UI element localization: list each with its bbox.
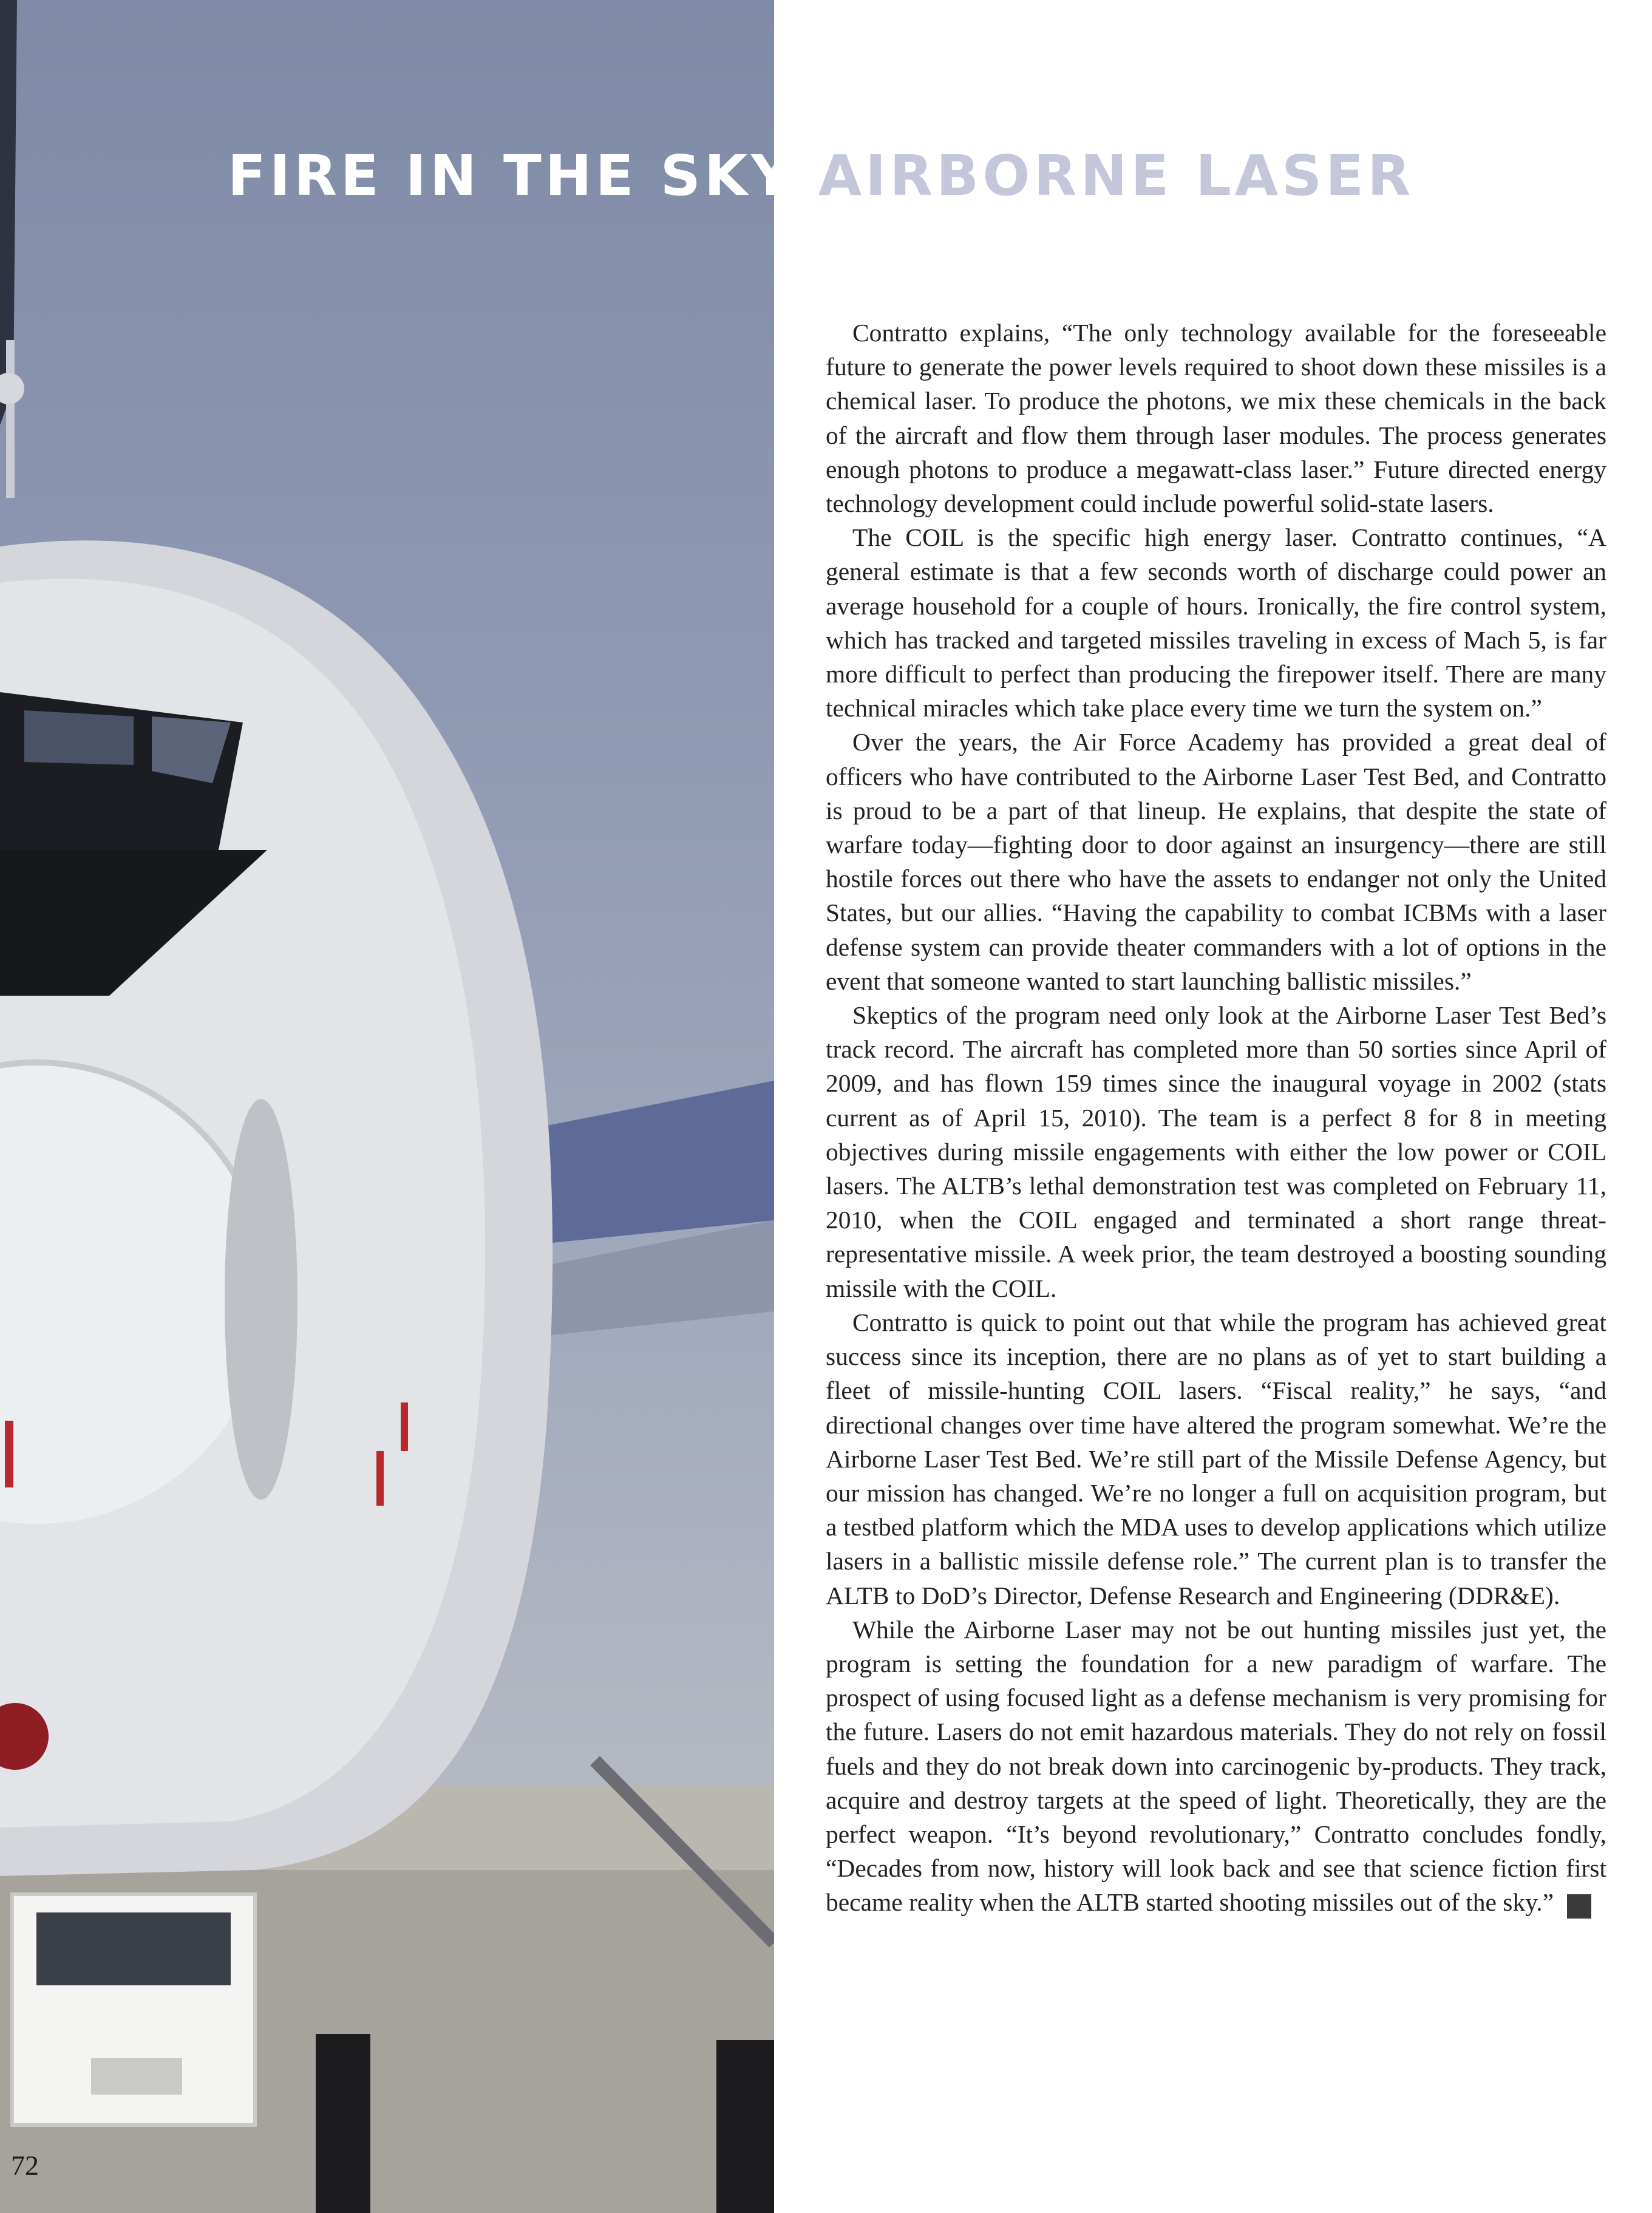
aircraft-illustration: [0, 0, 774, 2213]
article-paragraph-text: While the Airborne Laser may not be out hunting missiles just yet, the program is setting the foundation for a new paradigm of warfare. The prospect of using focused light as a defense mechanism is very promising for the future. Lasers do not emit hazardous materials. They do not rely on fossil fuels and they do not break down into carcinogenic by-products. They track, acquire and destroy targets at the speed of light. Theoretically, they are the perfect weapon. “It’s beyond revolutionary,” Contratto concludes fondly, “Decades from now, history will look back and see that science fiction first became reality when the ALTB started shooting missiles out of the sky.”: [826, 1615, 1606, 1917]
article-paragraph: Contratto is quick to point out that while the program has achieved great success since its inception, there are no plans as of yet to start building a fleet of missile-hunting COIL lasers. “Fiscal reality,” he says, “and directional changes over time have altered the program somewhat. We’re the Airborne Laser Test Bed. We’re still part of the Missile Defense Agency, but our mission has changed. We’re no longer a full on acquisition program, but a testbed platform which the MDA uses to develop applications which utilize lasers in a ballistic missile defense role.” The current plan is to transfer the ALTB to DoD’s Director, Defense Research and Engineering (DDR&E).: [826, 1308, 1606, 1610]
article-paragraph: Contratto explains, “The only technology available for the foreseeable future to generate the power levels required to shoot down these missiles is a chemical laser. To produce the photons, we mix these chemicals in the back of the aircraft and flow them through laser modules. The process generates enough photons to produce a megawatt-class laser.” Future directed energy technology development could include powerful solid-state lasers.: [826, 319, 1606, 518]
article-title: AIRBORNE LASER: [818, 143, 1414, 208]
section-title: FIRE IN THE SKY: [228, 143, 795, 208]
page-title: [228, 143, 1414, 209]
end-mark-icon: ✓: [1567, 1894, 1591, 1919]
aircraft-photo: [0, 0, 774, 2213]
article-paragraph-last: [826, 1613, 1611, 1920]
article-paragraph: Over the years, the Air Force Academy has provided a great deal of officers who have contributed to the Airborne Laser Test Bed, and Contratto is proud to be a part of that lineup. He explains, that despite the state of warfare today—fighting door to door against an insurgency—there are still hostile forces out there who have the assets to endanger not only the United States, but our allies. “Having the capability to combat ICBMs with a laser defense system can provide theater commanders with a lot of options in the event that someone wanted to start launching ballistic missiles.”: [826, 728, 1606, 995]
article-paragraph: The COIL is the specific high energy laser. Contratto continues, “A general estimate is that a few seconds worth of discharge could power an average household for a couple of hours. Ironically, the fire control system, which has tracked and targeted missiles traveling in excess of Mach 5, is far more difficult to perfect than producing the firepower itself. There are many technical miracles which take place every time we turn the system on.”: [826, 523, 1606, 722]
page-number: 72: [11, 2150, 39, 2181]
article-paragraph: Skeptics of the program need only look at the Airborne Laser Test Bed’s track record. The aircraft has completed more than 50 sorties since April of 2009, and has flown 159 times since the inaugural voyage in 2002 (stats current as of April 15, 2010). The team is a perfect 8 for 8 in meeting objectives during missile engagements with either the low power or COIL lasers. The ALTB’s lethal demonstration test was completed on February 11, 2010, when the COIL engaged and terminated a short range threat-representative missile. A week prior, the team destroyed a boosting sounding missile with the COIL.: [826, 1001, 1606, 1302]
article-body: [826, 316, 1611, 1920]
